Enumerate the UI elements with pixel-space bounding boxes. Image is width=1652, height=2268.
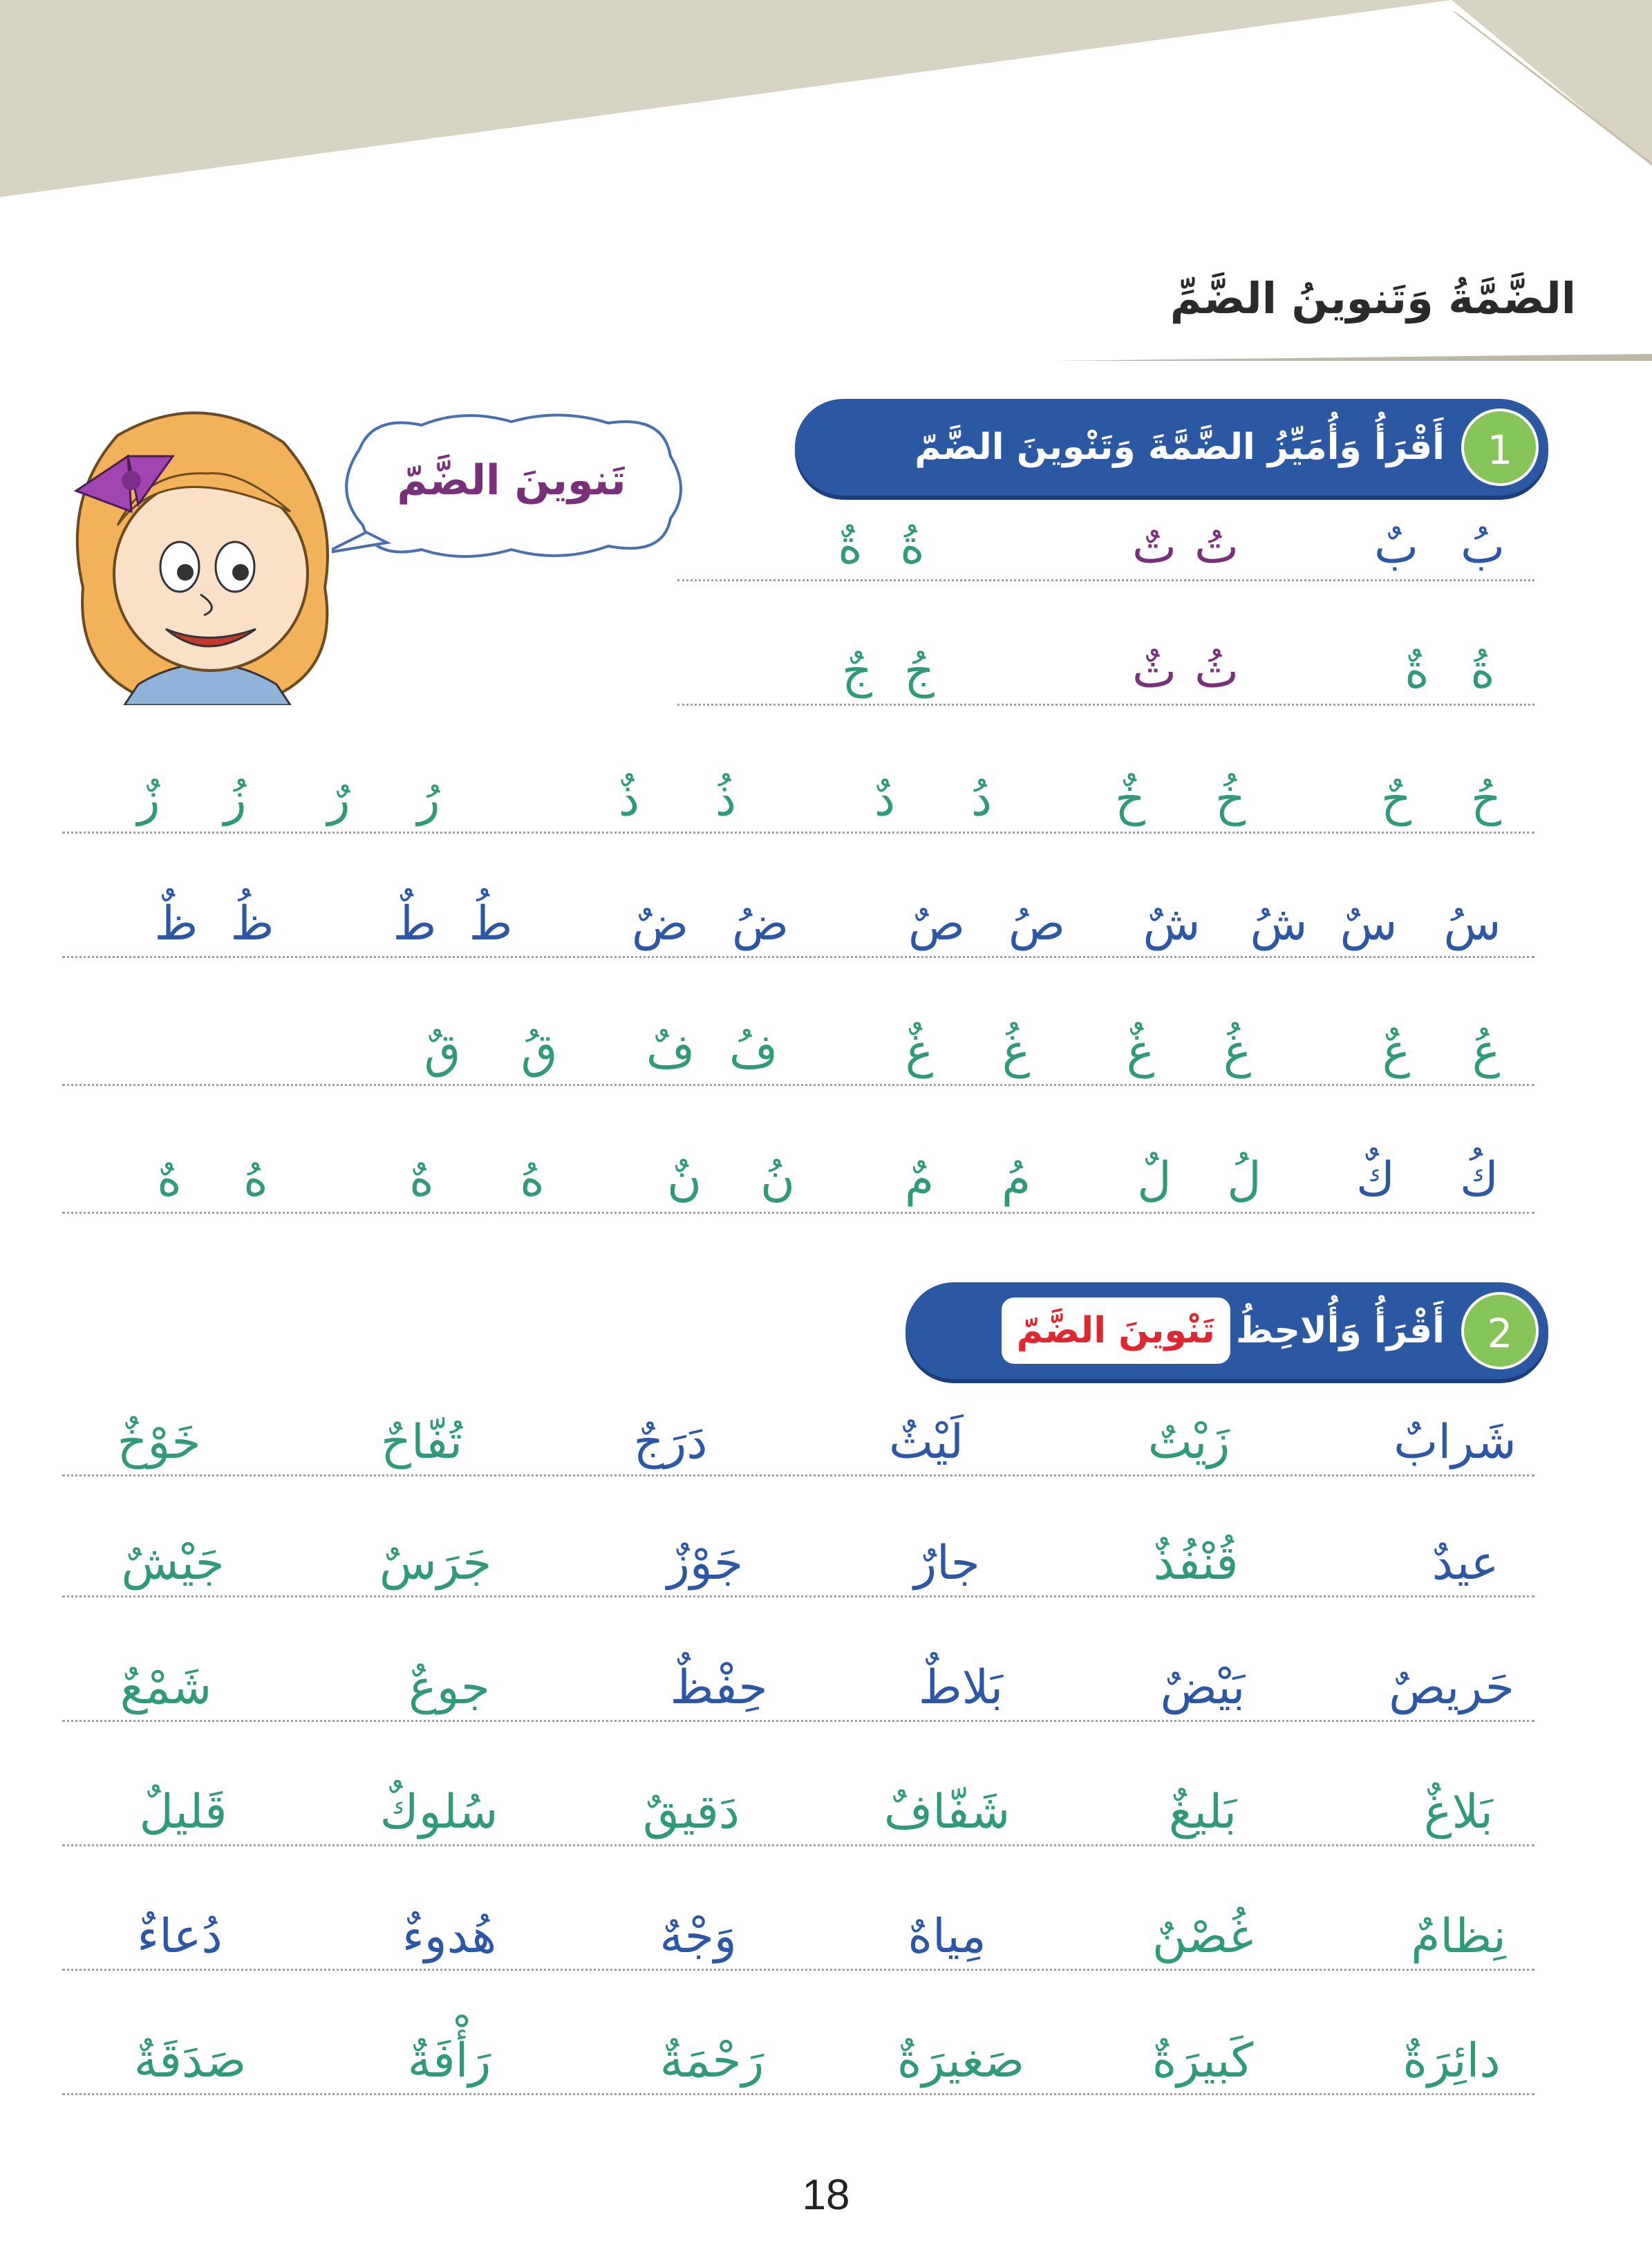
letter-cell: خٌ [1115, 772, 1145, 827]
letter-cell: ةٌ [1405, 644, 1429, 699]
word-cell: بَلاطٌ [918, 1660, 1004, 1715]
word-row-6 [62, 2029, 1534, 2105]
dotted-line [62, 1720, 1534, 1722]
letter-cell: عُ [1472, 1024, 1501, 1079]
word-cell: قُنْفُذٌ [1153, 1536, 1239, 1591]
letter-cell: كُ [1459, 1152, 1499, 1207]
word-cell: تُفّاحٌ [381, 1415, 462, 1470]
page-number: 18 [802, 2171, 850, 2219]
letter-cell: ظُ [230, 897, 274, 951]
letter-cell: مُ [1001, 1152, 1031, 1207]
section2-banner [905, 1282, 1548, 1379]
dotted-line [62, 1212, 1534, 1214]
letter-cell: زُ [223, 772, 247, 827]
letter-cell: ذٌ [618, 772, 640, 827]
letter-cell: غٌ [905, 1024, 934, 1079]
letter-cell: هُ [243, 1152, 268, 1207]
section1-label: أَقْرَأُ وَأُمَيِّزُ الضَّمَّةَ وَتَنْوينَ الضَّمّ [914, 427, 1445, 468]
letter-row-4 [62, 892, 1534, 968]
word-cell: حِفْظٌ [670, 1660, 768, 1715]
word-row-5 [62, 1904, 1534, 1980]
section2-number: 2 [1461, 1292, 1539, 1369]
letter-row-2 [62, 639, 1534, 715]
word-cell: زَيْتٌ [1147, 1415, 1230, 1470]
letter-cell: ةُ [1470, 644, 1495, 699]
section2-label-wrap [1002, 1282, 1445, 1379]
page-title: الضَّمَّةُ وَتَنوينُ الضَّمِّ [1170, 273, 1576, 324]
letter-cell: قٌ [424, 1024, 461, 1079]
letter-cell: زٌ [137, 772, 160, 827]
word-cell: بَليغٌ [1168, 1785, 1237, 1839]
letter-cell: رُ [417, 772, 440, 827]
letter-cell: غُ [1223, 1024, 1252, 1079]
letter-cell: شُ [1250, 897, 1308, 951]
dotted-line [62, 1474, 1534, 1477]
letter-cell: ضُ [731, 897, 789, 951]
letter-cell: مٌ [904, 1152, 935, 1207]
letter-cell: نٌ [667, 1152, 702, 1207]
dotted-line [62, 956, 1534, 958]
word-cell: شَمْعٌ [120, 1660, 212, 1715]
word-cell: دُعاءٌ [137, 1909, 223, 1964]
letter-cell: طٌ [393, 897, 437, 951]
word-cell: جَرَسٌ [379, 1536, 492, 1591]
dotted-line [62, 2093, 1534, 2095]
letter-cell: ةٌ [838, 520, 863, 574]
letter-row-3 [62, 767, 1534, 843]
dotted-line [677, 704, 1534, 706]
dotted-line [62, 1969, 1534, 1971]
letter-cell: غُ [1002, 1024, 1031, 1079]
letter-cell: لٌ [1137, 1152, 1172, 1207]
dotted-line [62, 1084, 1534, 1086]
word-cell: خَوْخٌ [117, 1415, 201, 1470]
letter-cell: دُ [970, 772, 993, 827]
title-underline [1051, 353, 1652, 362]
section1-number: 1 [1461, 409, 1539, 486]
word-cell: جَيْشٌ [121, 1536, 225, 1591]
letter-cell: ظٌ [154, 897, 198, 951]
word-cell: صَغيرَةٌ [897, 2034, 1025, 2088]
letter-row-5 [62, 1020, 1534, 1096]
letter-cell: دٌ [874, 772, 896, 827]
letter-cell: قُ [520, 1024, 558, 1079]
word-cell: كَبيرَةٌ [1152, 2034, 1254, 2088]
dotted-line [62, 1595, 1534, 1597]
word-cell: غُصْنٌ [1152, 1909, 1254, 1964]
letter-cell: خُ [1215, 772, 1246, 827]
letter-cell: ةُ [900, 520, 925, 574]
word-cell: شَرابٌ [1393, 1415, 1517, 1470]
word-cell: دَقيقٌ [642, 1785, 740, 1839]
word-cell: نِظامٌ [1411, 1909, 1506, 1964]
dotted-line [62, 832, 1534, 834]
letter-cell: رٌ [327, 772, 350, 827]
letter-cell: فٌ [646, 1024, 695, 1079]
word-cell: هُدوءٌ [402, 1909, 497, 1964]
letter-cell: سٌ [1340, 897, 1398, 951]
letter-cell: نُ [760, 1152, 795, 1207]
letter-cell: طُ [469, 897, 513, 951]
letter-row-6 [62, 1147, 1534, 1224]
word-cell: دَرَجٌ [633, 1415, 708, 1470]
letter-cell: هٌ [157, 1152, 182, 1207]
word-cell: بَيْضٌ [1160, 1660, 1246, 1715]
letter-cell: عٌ [1382, 1024, 1411, 1079]
letter-cell: حٌ [1381, 772, 1411, 827]
letter-cell: جُ [904, 644, 935, 699]
word-cell: حَريصٌ [1389, 1660, 1514, 1715]
letter-cell: صٌ [908, 897, 966, 951]
word-cell: مِياهٌ [908, 1909, 986, 1964]
dotted-line [677, 579, 1534, 581]
word-cell: لَيْثٌ [888, 1415, 964, 1470]
letter-cell: ذُ [715, 772, 737, 827]
letter-cell: غٌ [1126, 1024, 1155, 1079]
letter-cell: جٌ [842, 644, 872, 699]
letter-cell: بُ [1460, 520, 1505, 574]
letter-cell: كٌ [1355, 1152, 1396, 1207]
letter-cell: هٌ [409, 1152, 434, 1207]
word-row-4 [62, 1780, 1534, 1856]
word-cell: قَليلٌ [139, 1785, 227, 1839]
letter-cell: ثٌ [1132, 644, 1176, 699]
word-cell: رَأْفَةٌ [407, 2034, 491, 2088]
dotted-line [62, 1844, 1534, 1846]
word-cell: جوعٌ [409, 1660, 490, 1715]
letter-cell: بٌ [1373, 520, 1418, 574]
letter-cell: سُ [1443, 897, 1501, 951]
word-cell: دائِرَةٌ [1402, 2034, 1501, 2088]
word-cell: عيدٌ [1432, 1536, 1499, 1591]
letter-cell: تُ [1194, 520, 1239, 574]
word-row-2 [62, 1531, 1534, 1607]
letter-cell: هُ [520, 1152, 545, 1207]
letter-cell: صُ [1008, 897, 1066, 951]
word-cell: شَفّافٌ [883, 1785, 1011, 1839]
word-cell: صَدَقَةٌ [133, 2034, 247, 2088]
section1-banner [795, 399, 1548, 496]
letter-row-1 [62, 515, 1534, 591]
word-cell: رَحْمَةٌ [659, 2034, 764, 2088]
bubble-text: تَنوينَ الضَّمّ [397, 456, 626, 505]
letter-cell: حُ [1471, 772, 1501, 827]
letter-cell: فُ [729, 1024, 778, 1079]
word-cell: وَجْهٌ [659, 1909, 737, 1964]
word-cell: جارٌ [914, 1536, 980, 1591]
letter-cell: تٌ [1132, 520, 1176, 574]
word-cell: بَلاغٌ [1423, 1785, 1494, 1839]
section2-label: أَقْرَأُ وَأُلاحِظُ [1235, 1310, 1445, 1351]
word-row-1 [62, 1410, 1534, 1486]
letter-cell: ثُ [1194, 644, 1239, 699]
word-row-3 [62, 1656, 1534, 1732]
letter-cell: ضٌ [631, 897, 689, 951]
letter-cell: شٌ [1143, 897, 1201, 951]
word-cell: جَوْزٌ [666, 1536, 743, 1591]
page-corner-fold [0, 0, 1652, 228]
word-cell: سُلوكٌ [379, 1785, 498, 1839]
section2-highlight: تَنْوينَ الضَّمّ [1002, 1297, 1230, 1364]
letter-cell: لُ [1227, 1152, 1261, 1207]
